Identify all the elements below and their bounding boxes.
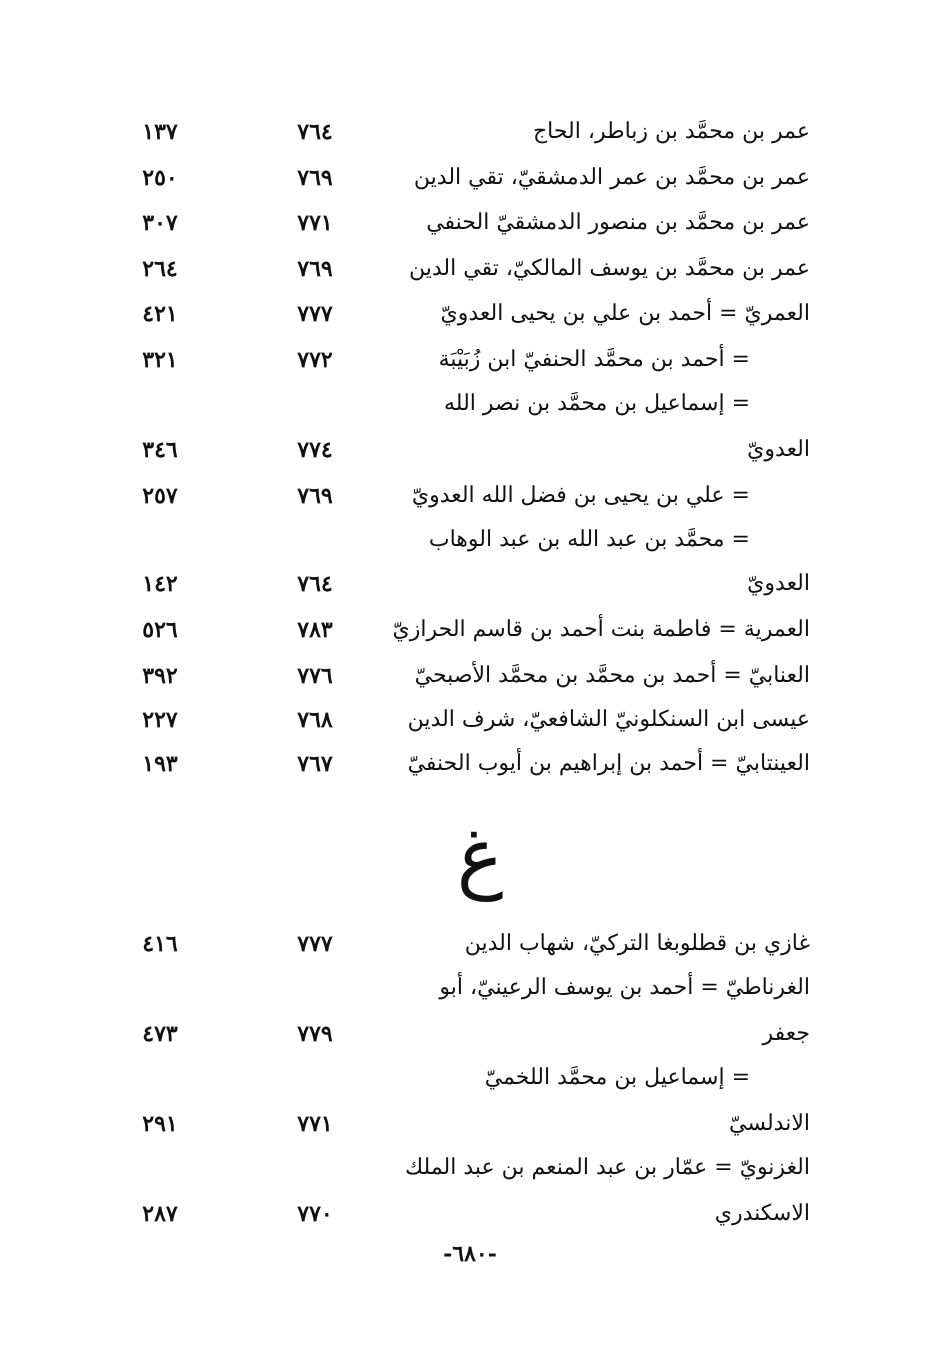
entry-year: ٧٦٩: [297, 165, 333, 191]
index-entry: [120, 924, 810, 964]
entry-year: ٧٦٤: [297, 119, 333, 145]
entry-name: العمرية = فاطمة بنت أحمد بن قاسم الحرازيّ: [392, 617, 810, 642]
index-entry: [120, 520, 810, 560]
entry-name: عمر بن محمَّد بن عمر الدمشقيّ، تقي الدين: [413, 165, 810, 190]
index-entry: [120, 1148, 810, 1188]
entry-name: العدويّ: [747, 571, 810, 596]
index-entry: [120, 384, 810, 424]
entry-page: ٢٥٠: [142, 165, 178, 191]
entry-year: ٧٨٣: [297, 617, 333, 643]
entry-year: ٧٧١: [297, 210, 333, 236]
entry-year: ٧٦٨: [297, 707, 333, 733]
entry-year: ٧٧٦: [297, 663, 333, 689]
entry-year: ٧٧٧: [297, 931, 333, 957]
index-entry: [120, 249, 810, 289]
section-letter-heading: غ: [456, 812, 504, 902]
entry-name: عمر بن محمَّد بن زباطر، الحاج: [532, 119, 810, 144]
entry-name: جعفر: [762, 1021, 810, 1046]
entry-year: ٧٧٤: [297, 437, 333, 463]
index-entry: [120, 476, 810, 516]
entry-name: عيسى ابن السنكلونيّ الشافعيّ، شرف الدين: [407, 707, 810, 732]
entry-year: ٧٧١: [297, 1111, 333, 1137]
entry-name: = إسماعيل بن محمَّد بن نصر الله: [443, 391, 750, 416]
page-number: -٦٨٠-: [443, 1241, 497, 1267]
index-entry: [120, 656, 810, 696]
entry-year: ٧٧٠: [297, 1201, 333, 1227]
index-entry: [120, 294, 810, 334]
entry-year: ٧٦٩: [297, 256, 333, 282]
index-entry: [120, 203, 810, 243]
entry-name: الاندلسيّ: [729, 1111, 810, 1136]
entry-name: = محمَّد بن عبد الله بن عبد الوهاب: [428, 527, 750, 552]
index-entry: [120, 1104, 810, 1144]
entry-page: ٤١٦: [142, 931, 178, 957]
entry-page: ٢٨٧: [142, 1201, 178, 1227]
index-entry: [120, 158, 810, 198]
entry-name: العنابيّ = أحمد بن محمَّد بن محمَّد الأصبحيّ: [414, 663, 810, 688]
index-entry: [120, 564, 810, 604]
entry-name: = علي بن يحيى بن فضل الله العدويّ: [411, 483, 750, 508]
entry-page: ٣٠٧: [142, 210, 178, 236]
index-entry: [120, 968, 810, 1008]
entry-year: ٧٦٩: [297, 483, 333, 509]
index-entry: [120, 430, 810, 470]
index-entry: [120, 1058, 810, 1098]
entry-page: ٥٢٦: [142, 617, 178, 643]
entry-page: ٢٢٧: [142, 707, 178, 733]
entry-page: ١٩٣: [142, 751, 178, 777]
entry-name: عمر بن محمَّد بن منصور الدمشقيّ الحنفي: [426, 210, 810, 235]
entry-page: ١٣٧: [142, 119, 178, 145]
entry-name: = أحمد بن محمَّد الحنفيّ ابن زُبَيْبَة: [438, 347, 750, 372]
entry-page: ٣٢١: [142, 347, 178, 373]
entry-page: ٢٥٧: [142, 483, 178, 509]
index-entry: [120, 112, 810, 152]
entry-name: الغزنويّ = عمّار بن عبد المنعم بن عبد الملك: [405, 1155, 810, 1180]
entry-name: العينتابيّ = أحمد بن إبراهيم بن أيوب الحنفيّ: [407, 751, 810, 776]
index-entry: [120, 1194, 810, 1234]
entry-name: = إسماعيل بن محمَّد اللخميّ: [484, 1065, 750, 1090]
entry-year: ٧٦٤: [297, 571, 333, 597]
entry-page: ١٤٢: [142, 571, 178, 597]
entry-page: ٢٦٤: [142, 256, 178, 282]
entry-page: ٤٢١: [142, 301, 178, 327]
entry-year: ٧٦٧: [297, 751, 333, 777]
entry-year: ٧٧٢: [297, 347, 333, 373]
index-entry: [120, 700, 810, 740]
entry-page: ٤٧٣: [142, 1021, 178, 1047]
index-entry: [120, 1014, 810, 1054]
entry-name: العدويّ: [747, 437, 810, 462]
entry-year: ٧٧٧: [297, 301, 333, 327]
entry-name: الغرناطيّ = أحمد بن يوسف الرعينيّ، أبو: [439, 975, 810, 1000]
entry-name: العمريّ = أحمد بن علي بن يحيى العدويّ: [440, 301, 810, 326]
index-entry: [120, 340, 810, 380]
entry-page: ٣٩٢: [142, 663, 178, 689]
entry-name: عمر بن محمَّد بن يوسف المالكيّ، تقي الدين: [409, 256, 810, 281]
index-entry: [120, 610, 810, 650]
entry-year: ٧٧٩: [297, 1021, 333, 1047]
entry-name: الاسكندري: [714, 1201, 810, 1226]
entry-page: ٢٩١: [142, 1111, 178, 1137]
index-entry: [120, 744, 810, 784]
entry-name: غازي بن قطلوبغا التركيّ، شهاب الدين: [464, 931, 810, 956]
entry-page: ٣٤٦: [142, 437, 178, 463]
